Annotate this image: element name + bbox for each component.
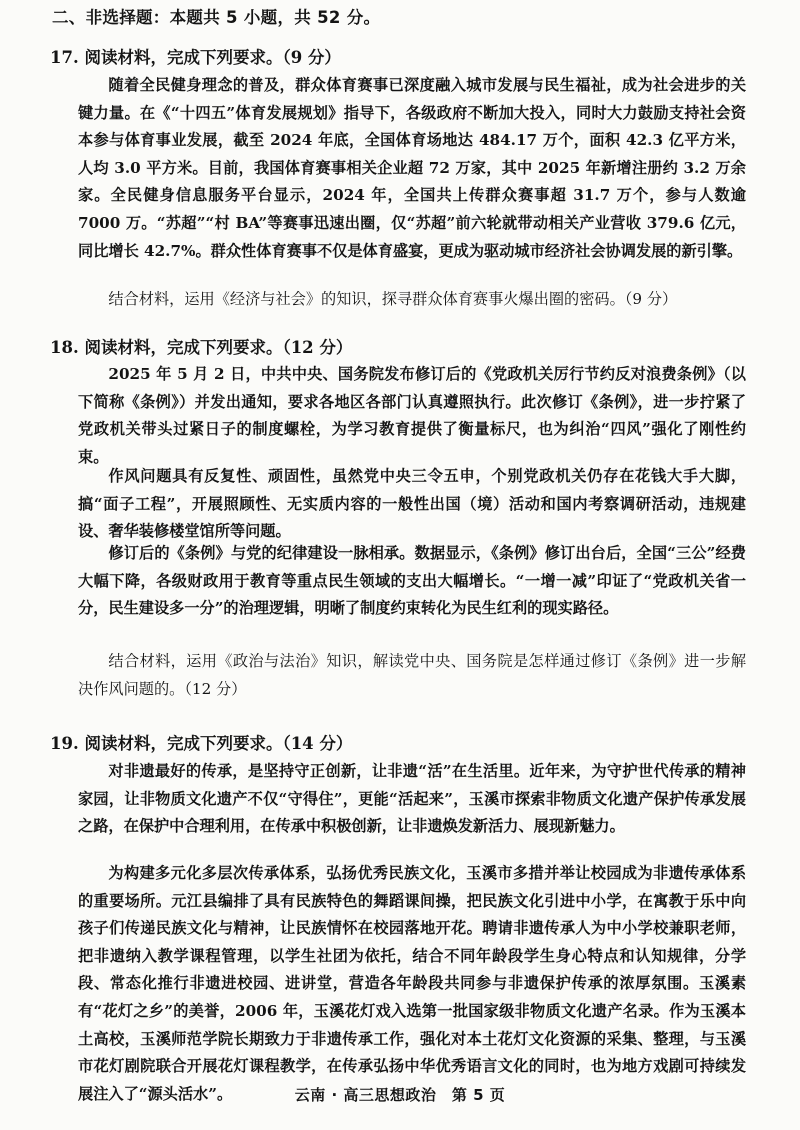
question-19-material-1: 对非遗最好的传承，是坚持守正创新，让非遗“活”在生活里。近年来，为守护世代传承的精神家园，让非物质文化遗产不仅“守得住”，更能“活起来”，玉溪市探索非物质文化遗产保护传承发展之路，在保护中合理利用，在传承中积极创新，让非遗焕发新活力、展现新魅力。 (78, 762, 746, 836)
question-18-heading: 18. 阅读材料，完成下列要求。（12 分） (50, 338, 353, 357)
question-19-heading: 19. 阅读材料，完成下列要求。（14 分） (50, 734, 353, 753)
question-18-material-3: 修订后的《条例》与党的纪律建设一脉相承。数据显示，《条例》修订出台后，全国“三公”经费大幅下降，各级财政用于教育等重点民生领域的支出大幅增长。“一增一减”印证了“党政机关省一分，民生建设多一分”的治理逻辑，明晰了制度约束转化为民生红利的现实路径。 (78, 544, 746, 618)
question-18-material-2: 作风问题具有反复性、顽固性，虽然党中央三令五申，个别党政机关仍存在花钱大手大脚，搞“面子工程”，开展照顾性、无实质内容的一般性出国（境）活动和国内考察调研活动，违规建设、奢华装修楼堂馆所等问题。 (78, 467, 746, 541)
question-19-material-2: 为构建多元化多层次传承体系，弘扬优秀民族文化，玉溪市多措并举让校园成为非遗传承体系的重要场所。元江县编排了具有民族特色的舞蹈课间操，把民族文化引进中小学，在寓教于乐中向孩子们传递民族文化与精神，让民族情怀在校园落地开花。聘请非遗传承人为中小学校兼职老师，把非遗纳入教学课程管理，以学生社团为依托，结合不同年龄段学生身心特点和认知规律，分学段、常态化推行非遗进校园、进讲堂，营造各年龄段共同参与非遗保护传承的浓厚氛围。玉溪素有“花灯之乡”的美誉，2006 年，玉溪花灯戏入选第一批国家级非物质文化遗产名录。作为玉溪本土高校，玉溪师范学院长期致力于非遗传承工作，强化对本土花灯文化资源的采集、整理，与玉溪市花灯剧院联合开展花灯课程教学，在传承弘扬中华优秀语言文化的同时，也为地方戏剧可持续发展注入了“源头活水”。 (78, 864, 746, 1103)
question-17-task: 结合材料，运用《经济与社会》的知识，探寻群众体育赛事火爆出圈的密码。（9 分） (108, 290, 678, 308)
section-title: 二、非选择题：本题共 5 小题，共 52 分。 (52, 8, 381, 27)
question-18-task: 结合材料，运用《政治与法治》知识，解读党中央、国务院是怎样通过修订《条例》进一步解决作风问题的。（12 分） (78, 652, 746, 698)
question-17-heading: 17. 阅读材料，完成下列要求。（9 分） (50, 48, 341, 67)
question-17-material: 随着全民健身理念的普及，群众体育赛事已深度融入城市发展与民生福祉，成为社会进步的关键力量。在《“十四五”体育发展规划》指导下，各级政府不断加大投入，同时大力鼓励支持社会资本参与体育事业发展，截至 2024 年底，全国体育场地达 484.17 万个，面积 42.3 亿平方米，人均 3.0 平方米。目前，我国体育赛事相关企业超 72 万家，其中 2025 年新增注册约 3.2 万余家。全民健身信息服务平台显示，2024 年，全国共上传群众赛事超 31.7 万个，参与人数逾 7000 万。“苏超”“村 BA”等赛事迅速出圈，仅“苏超”前六轮就带动相关产业营收 379.6 亿元，同比增长 42.7%。群众性体育赛事不仅是体育盛宴，更成为驱动城市经济社会协调发展的新引擎。 (78, 76, 746, 260)
page-footer: 云南 · 高三思想政治 第 5 页 (294, 1086, 506, 1104)
question-18-material-1: 2025 年 5 月 2 日，中共中央、国务院发布修订后的《党政机关厉行节约反对浪费条例》（以下简称《条例》）并发出通知，要求各地区各部门认真遵照执行。此次修订《条例》，进一步拧紧了党政机关带头过紧日子的制度螺栓，为学习教育提供了衡量标尺，也为纠治“四风”强化了刚性约束。 (78, 365, 746, 466)
